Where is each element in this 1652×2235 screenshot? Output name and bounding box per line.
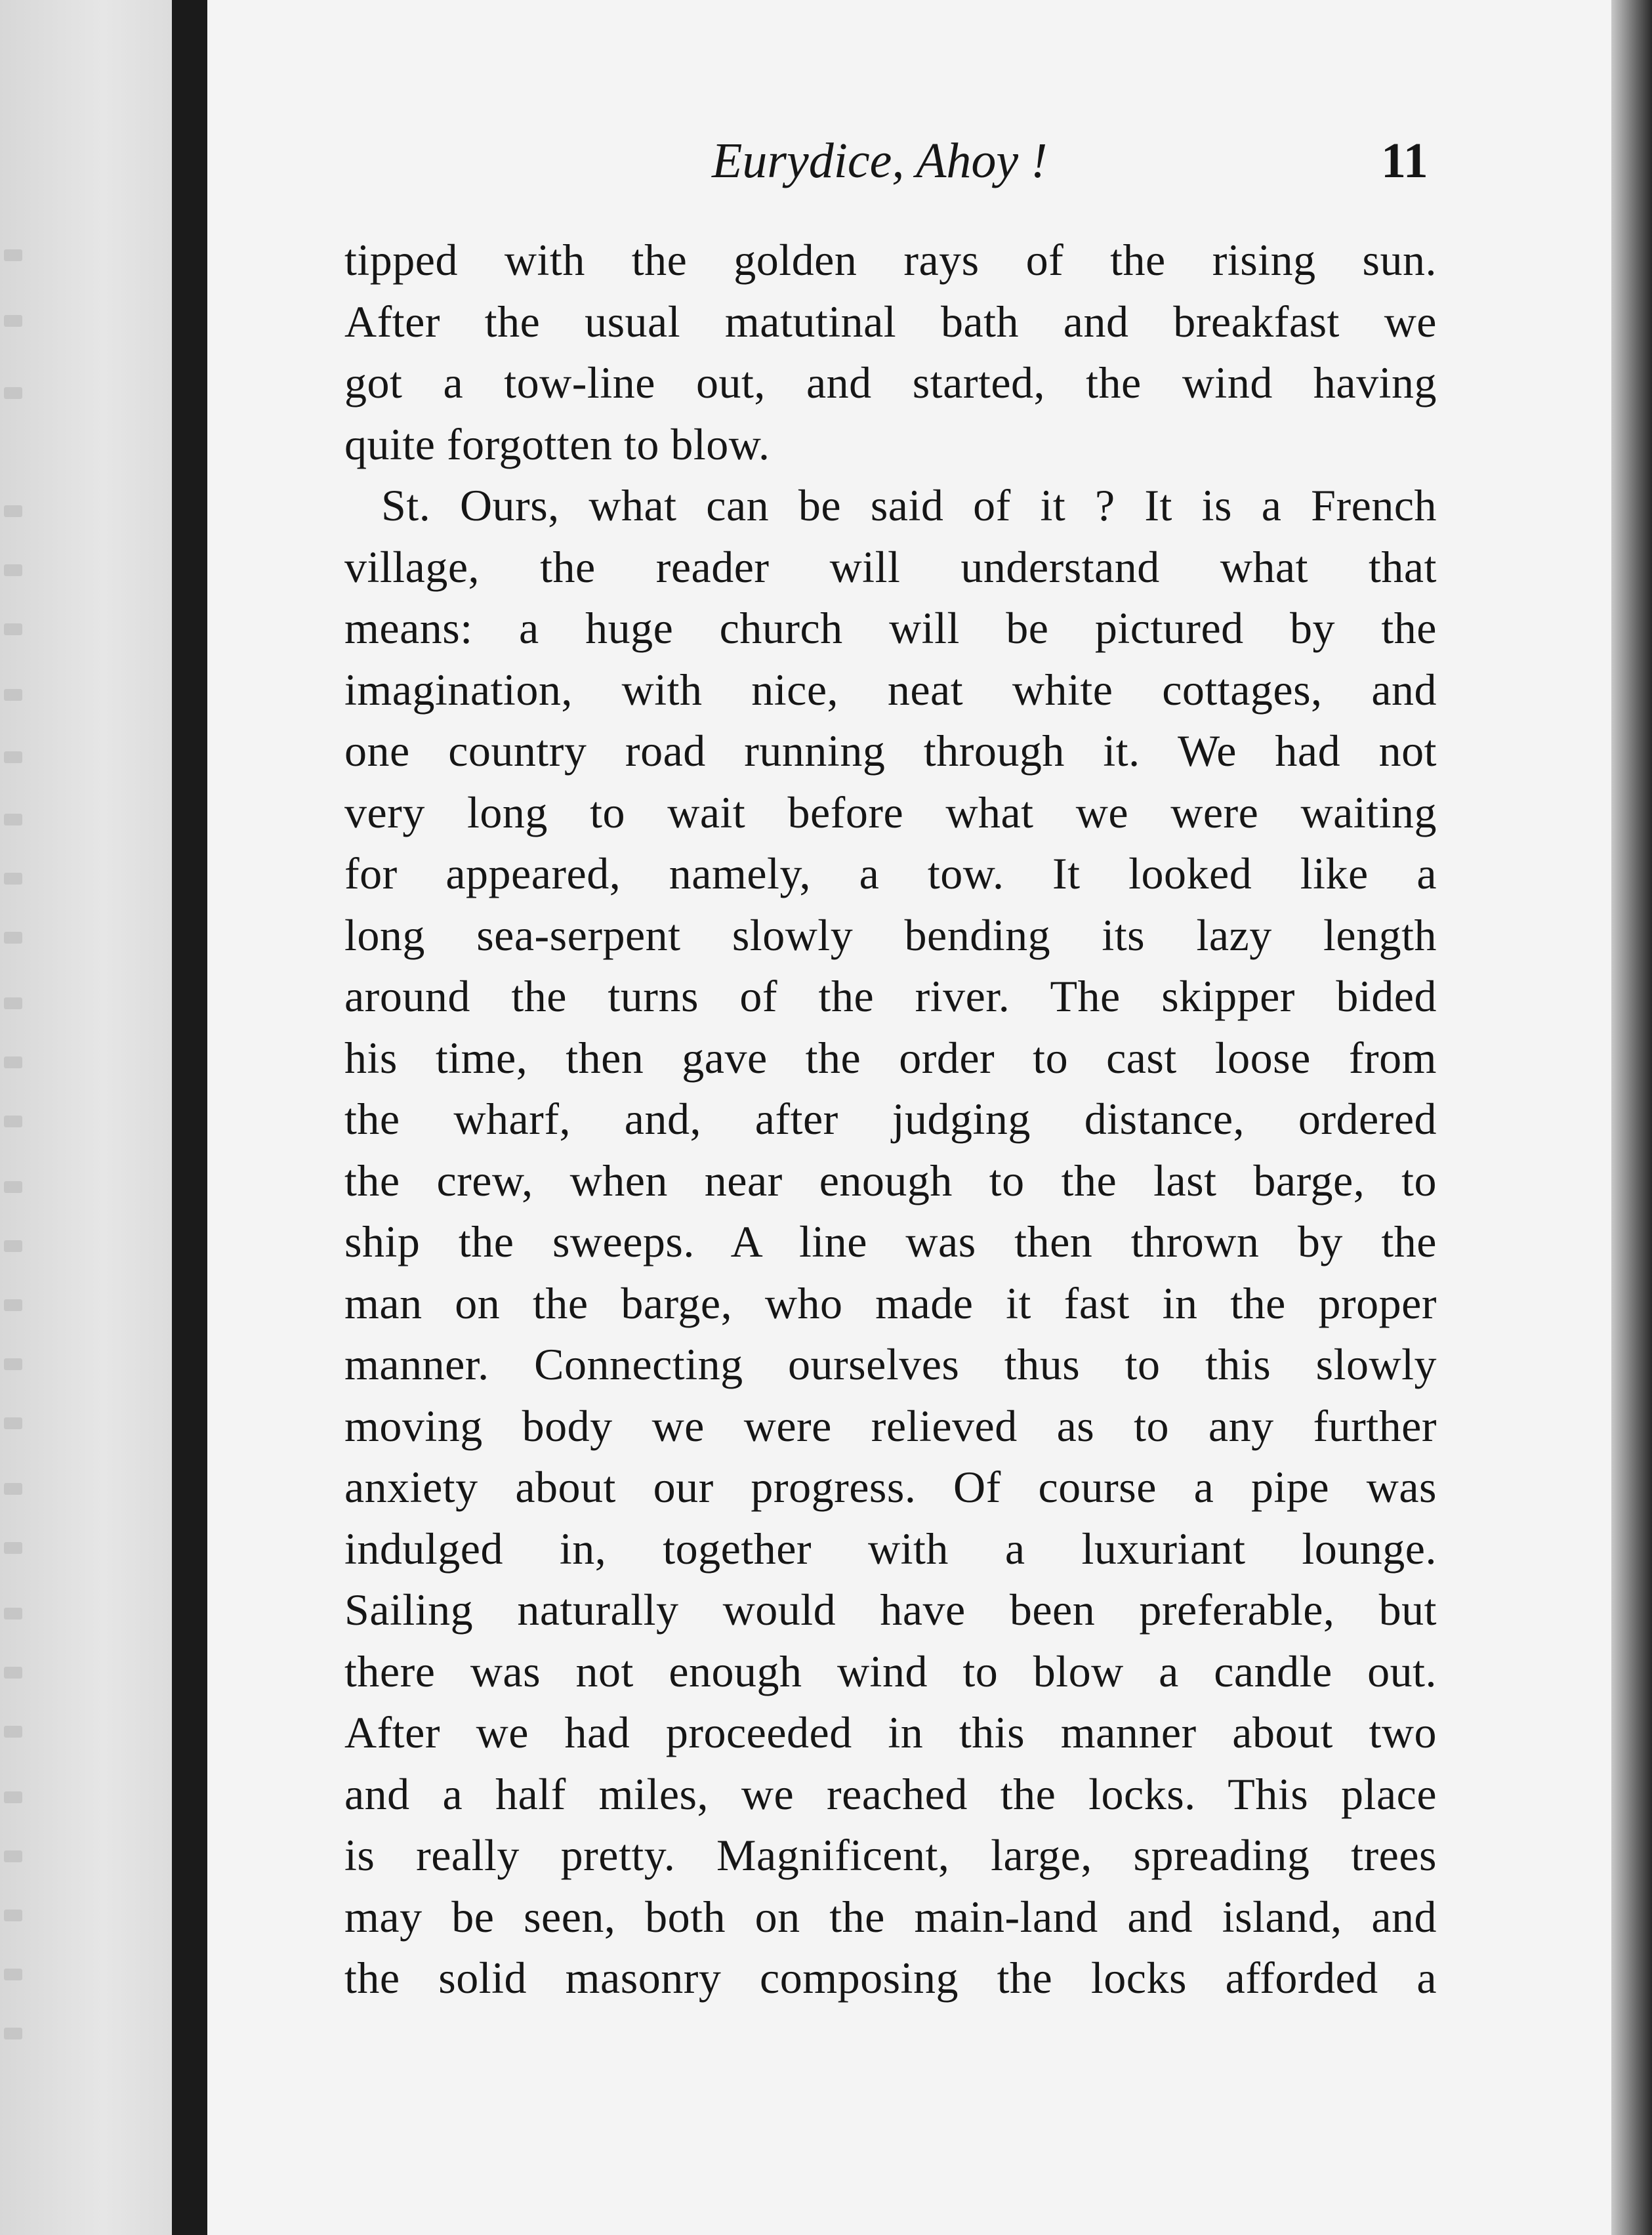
text-line: Sailing naturally would have been preferable, but bbox=[344, 1585, 1437, 1635]
text-line: tipped with the golden rays of the rising sun. bbox=[344, 235, 1437, 285]
text-line: imagination, with nice, neat white cottages, and bbox=[344, 664, 1437, 715]
text-line: St. Ours, what can be said of it ? It is a French bbox=[381, 480, 1437, 530]
text-line: ship the sweeps. A line was then thrown by the bbox=[344, 1217, 1437, 1266]
text-line: means: a huge church will be pictured by the bbox=[344, 603, 1437, 653]
text-line: the wharf, and, after judging distance, ordered bbox=[344, 1094, 1437, 1144]
text-line: is really pretty. Magnificent, large, spreading trees bbox=[344, 1830, 1437, 1880]
text-line: one country road running through it. We had not bbox=[344, 726, 1437, 776]
text-line: and a half miles, we reached the locks. This place bbox=[344, 1768, 1437, 1819]
text-line: around the turns of the river. The skipper bided bbox=[344, 971, 1437, 1021]
text-line: his time, then gave the order to cast loose from bbox=[344, 1032, 1437, 1083]
text-line: quite forgotten to blow. bbox=[344, 419, 770, 469]
text-line: for appeared, namely, a tow. It looked like a bbox=[344, 848, 1437, 898]
text-line: the crew, when near enough to the last barge, to bbox=[344, 1155, 1437, 1205]
text-line: village, the reader will understand what that bbox=[344, 541, 1437, 592]
text-line: the solid masonry composing the locks afforded a bbox=[344, 1953, 1437, 2003]
text-line: long sea-serpent slowly bending its lazy length bbox=[344, 909, 1437, 960]
text-line: anxiety about our progress. Of course a pipe was bbox=[344, 1462, 1437, 1512]
page-number: 11 bbox=[1381, 133, 1428, 188]
body-text bbox=[344, 230, 1437, 2009]
book-gutter bbox=[172, 0, 207, 2235]
text-line: may be seen, both on the main-land and island, and bbox=[344, 1891, 1437, 1942]
text-line: got a tow-line out, and started, the wind having bbox=[344, 358, 1437, 407]
running-head-title: Eurydice, Ahoy ! bbox=[712, 133, 1048, 188]
text-line: very long to wait before what we were waiting bbox=[344, 787, 1437, 837]
text-line: man on the barge, who made it fast in the proper bbox=[344, 1278, 1437, 1328]
text-line: After we had proceeded in this manner about two bbox=[344, 1707, 1437, 1757]
text-line: moving body we were relieved as to any further bbox=[344, 1400, 1437, 1451]
facing-page-bleed-through bbox=[0, 0, 172, 2235]
page-edge-shadow bbox=[1611, 0, 1652, 2235]
text-line: there was not enough wind to blow a candle out. bbox=[344, 1646, 1437, 1696]
running-head bbox=[712, 131, 1434, 190]
text-line: After the usual matutinal bath and breakfast we bbox=[344, 296, 1437, 346]
text-line: manner. Connecting ourselves thus to this slowly bbox=[344, 1339, 1437, 1389]
text-line: indulged in, together with a luxuriant lounge. bbox=[344, 1523, 1437, 1574]
